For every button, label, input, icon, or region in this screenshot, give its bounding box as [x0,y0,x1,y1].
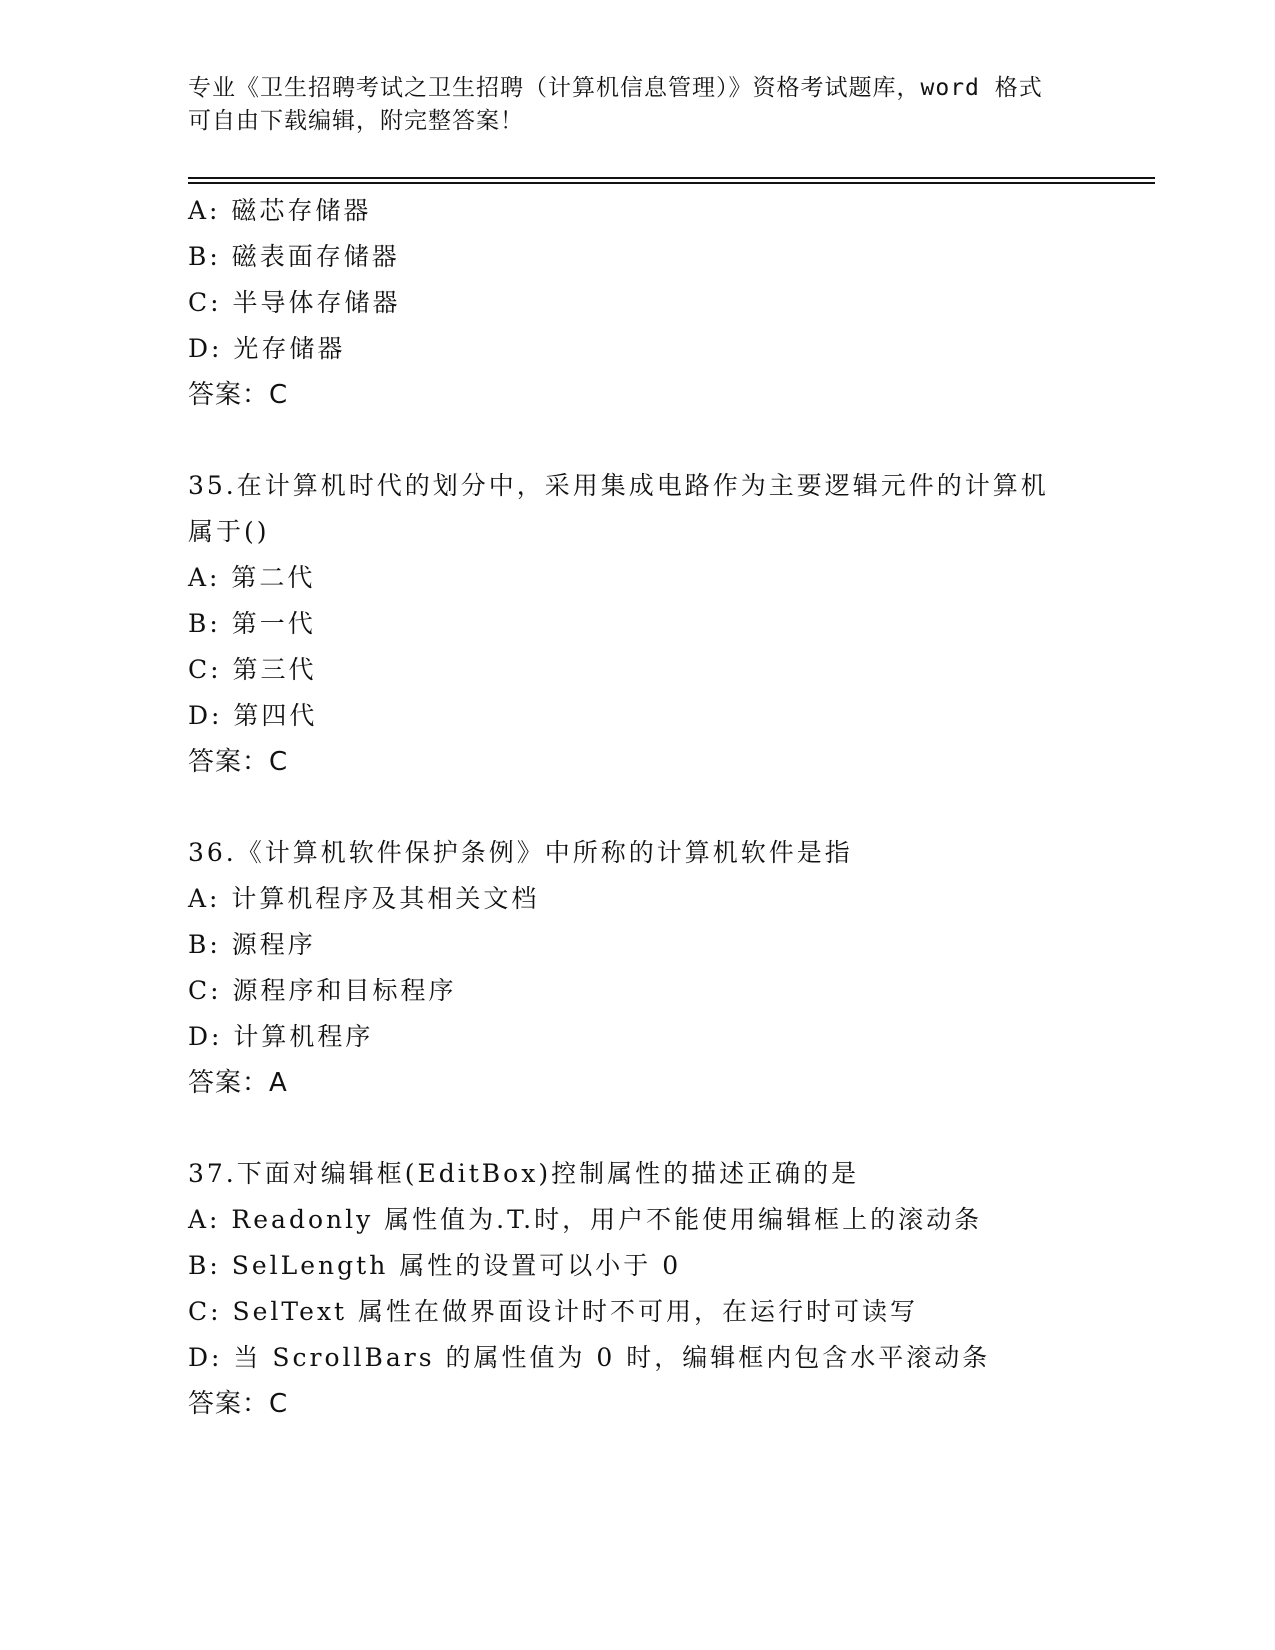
option-c: C: SelText 属性在做界面设计时不可用，在运行时可读写 [188,1297,919,1326]
question-34 [188,188,1148,418]
option-c: C: 源程序和目标程序 [188,976,457,1005]
option-b: B: SelLength 属性的设置可以小于 0 [188,1251,682,1280]
option-d: D: 计算机程序 [188,1022,374,1051]
option-d: D: 当 ScrollBars 的属性值为 0 时，编辑框内包含水平滚动条 [188,1343,991,1372]
question-list [188,188,1148,1427]
header-divider-bottom [188,182,1155,184]
answer-line: 答案：C [188,380,289,410]
spacer [188,1106,1148,1151]
option-d: D: 光存储器 [188,334,346,363]
spacer [188,418,1148,463]
answer-line: 答案：C [188,747,289,777]
option-c: C: 第三代 [188,655,317,684]
option-a: A: Readonly 属性值为.T.时，用户不能使用编辑框上的滚动条 [188,1205,983,1234]
document-header [188,72,1088,138]
header-line-2: 可自由下载编辑，附完整答案！ [188,108,524,134]
option-b: B: 第一代 [188,609,316,638]
question-35 [188,463,1148,785]
answer-line: 答案：A [188,1068,288,1098]
option-d: D: 第四代 [188,701,318,730]
question-stem: 35.在计算机时代的划分中，采用集成电路作为主要逻辑元件的计算机 [188,471,1049,500]
question-36 [188,830,1148,1106]
header-divider-top [188,177,1155,179]
question-stem: 37.下面对编辑框(EditBox)控制属性的描述正确的是 [188,1159,860,1188]
question-37 [188,1151,1148,1427]
option-b: B: 源程序 [188,930,316,959]
option-a: A: 磁芯存储器 [188,196,372,225]
option-a: A: 第二代 [188,563,316,592]
question-stem: 36.《计算机软件保护条例》中所称的计算机软件是指 [188,838,853,867]
question-stem-continued: 属于() [188,517,270,546]
option-c: C: 半导体存储器 [188,288,401,317]
answer-line: 答案：C [188,1389,289,1419]
option-a: A: 计算机程序及其相关文档 [188,884,540,913]
header-line-1: 专业《卫生招聘考试之卫生招聘（计算机信息管理）》资格考试题库，word 格式 [188,75,1043,101]
option-b: B: 磁表面存储器 [188,242,400,271]
spacer [188,785,1148,830]
